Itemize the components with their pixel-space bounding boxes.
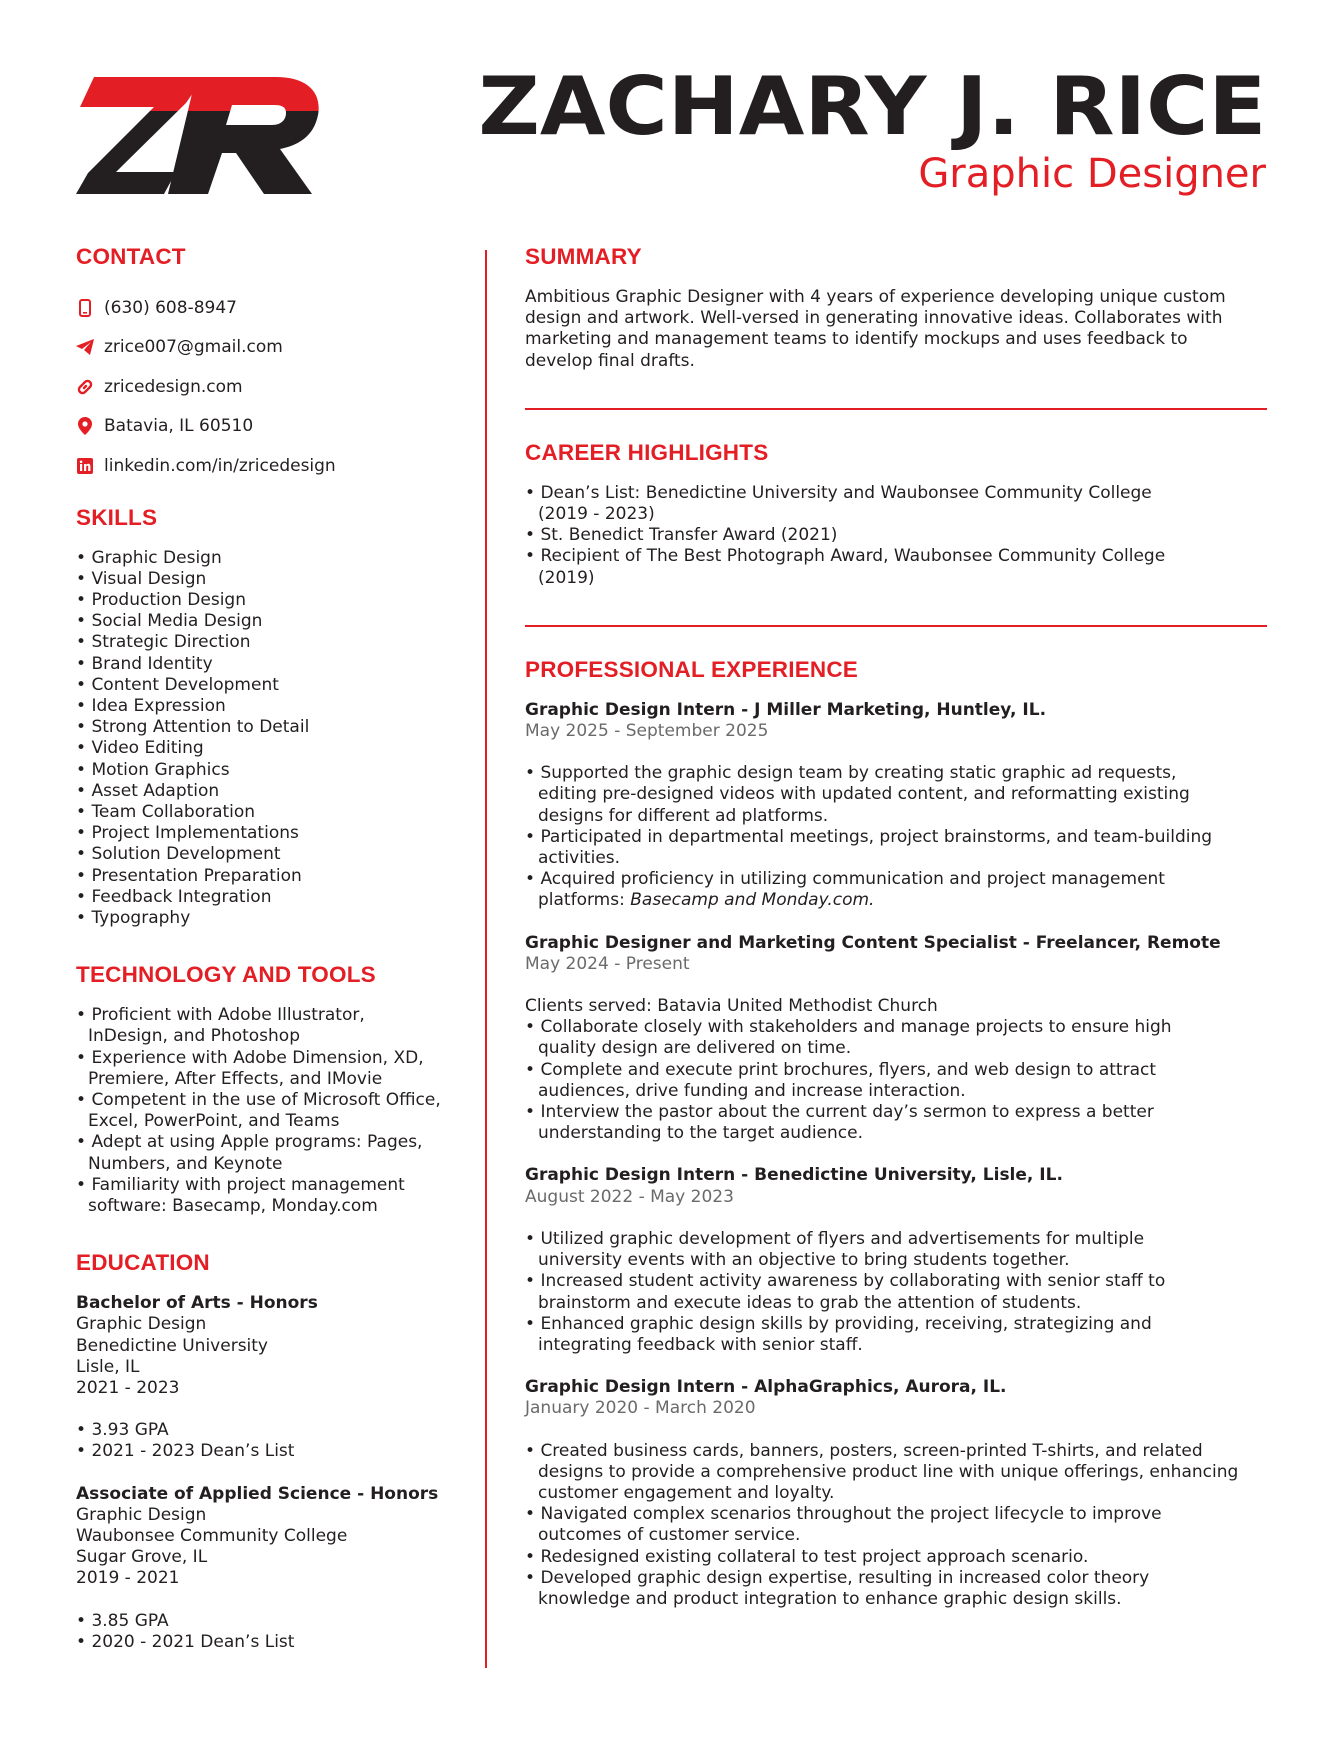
education-note: • 3.85 GPA — [76, 1611, 466, 1632]
skill-item: • Brand Identity — [76, 654, 466, 675]
highlights-heading: CAREER HIGHLIGHTS — [525, 439, 769, 465]
job-bullet: • Redesigned existing collateral to test project approach scenario. — [525, 1547, 1245, 1568]
section-divider — [525, 408, 1267, 410]
skill-item: • Solution Development — [76, 844, 466, 865]
job-title-line: Graphic Design Intern - J Miller Marketing, Huntley, IL. — [525, 699, 1047, 720]
section-divider — [525, 625, 1267, 627]
contact-phone[interactable] — [76, 288, 466, 328]
degree: Bachelor of Arts - Honors — [76, 1293, 318, 1314]
job-intro: Clients served: Batavia United Methodist Church — [525, 996, 938, 1017]
job-title: Graphic Designer — [918, 151, 1266, 197]
job-bullet-text: Acquired proficiency in utilizing communication and project management platforms: — [538, 869, 1165, 911]
summary-heading: SUMMARY — [525, 244, 642, 269]
job-entry — [525, 1377, 1267, 1610]
tool-item: • Experience with Adobe Dimension, XD, Premiere, After Effects, and IMovie — [76, 1048, 446, 1090]
skill-item: • Visual Design — [76, 569, 466, 590]
job-bullet: • Created business cards, banners, posters, screen-printed T-shirts, and related designs to provide a comprehensive product line with unique offerings, enhancing customer engagement and loyalty. — [525, 1441, 1245, 1505]
tool-item: • Competent in the use of Microsoft Office, Excel, PowerPoint, and Teams — [76, 1090, 446, 1132]
skill-item: • Idea Expression — [76, 696, 466, 717]
tool-item: • Proficient with Adobe Illustrator, InDesign, and Photoshop — [76, 1005, 446, 1047]
summary-text: Ambitious Graphic Designer with 4 years of experience developing unique custom design and artwork. Well-versed in generating innovative ideas. Collaborates with marketing and management teams to identify mockups and uses feedback to develop final drafts. — [525, 287, 1226, 371]
education-heading: EDUCATION — [76, 1250, 210, 1276]
education-note: • 2020 - 2021 Dean’s List — [76, 1632, 466, 1653]
highlights-list — [525, 483, 1205, 589]
job-bullet: • Participated in departmental meetings, project brainstorms, and team-building activities. — [525, 827, 1225, 869]
job-entry — [525, 1165, 1267, 1356]
job-bullet: • Enhanced graphic design skills by providing, receiving, strategizing and integrating feedback with senior staff. — [525, 1314, 1205, 1356]
skill-item: • Asset Adaption — [76, 781, 466, 802]
skill-item: • Graphic Design — [76, 548, 466, 569]
job-dates: January 2020 - March 2020 — [525, 1398, 756, 1419]
skill-item: • Video Editing — [76, 738, 466, 759]
degree: Associate of Applied Science - Honors — [76, 1483, 439, 1504]
skill-item: • Strong Attention to Detail — [76, 717, 466, 738]
skill-item: • Typography — [76, 908, 466, 929]
job-bullet: • Increased student activity awareness by collaborating with senior staff to brainstorm and execute ideas to grab the attention of students. — [525, 1271, 1205, 1313]
skill-item: • Project Implementations — [76, 823, 466, 844]
education-note: • 2021 - 2023 Dean’s List — [76, 1441, 466, 1462]
education-entry — [76, 1484, 466, 1653]
tool-item: • Familiarity with project management software: Basecamp, Monday.com — [76, 1175, 446, 1217]
field: Graphic Design — [76, 1504, 207, 1525]
job-bullet — [525, 869, 1225, 911]
contact-heading: CONTACT — [76, 244, 186, 269]
contact-email[interactable] — [76, 328, 466, 368]
job-title-line: Graphic Designer and Marketing Content Specialist - Freelancer, Remote — [525, 932, 1221, 953]
job-title-line: Graphic Design Intern - AlphaGraphics, Aurora, IL. — [525, 1377, 1007, 1398]
experience-heading: PROFESSIONAL EXPERIENCE — [525, 656, 859, 682]
highlight-item: • Dean’s List: Benedictine University and Waubonsee Community College (2019 - 2023) — [525, 483, 1205, 525]
job-bullet: • Utilized graphic development of flyers and advertisements for multiple university events with an objective to bring students together. — [525, 1229, 1205, 1271]
skill-item: • Feedback Integration — [76, 887, 466, 908]
job-dates: May 2024 - Present — [525, 953, 690, 974]
linkedin-icon — [76, 457, 94, 475]
job-bullet: • Interview the pastor about the current day’s sermon to express a better understanding to the target audience. — [525, 1102, 1205, 1144]
skill-item: • Content Development — [76, 675, 466, 696]
years: 2019 - 2021 — [76, 1568, 180, 1589]
school: Benedictine University — [76, 1335, 268, 1356]
years: 2021 - 2023 — [76, 1378, 180, 1398]
job-bullet-tools: Basecamp and Monday.com. — [630, 890, 875, 911]
field: Graphic Design — [76, 1314, 207, 1335]
tools-list — [76, 1005, 446, 1217]
job-entry — [525, 933, 1267, 1145]
location-pin-icon — [76, 417, 94, 435]
school-location: Lisle, IL — [76, 1356, 140, 1377]
send-icon — [76, 338, 94, 356]
skill-item: • Motion Graphics — [76, 760, 466, 781]
job-dates: May 2025 - September 2025 — [525, 721, 769, 742]
skill-item: • Presentation Preparation — [76, 866, 466, 887]
skill-item: • Team Collaboration — [76, 802, 466, 823]
link-icon — [76, 378, 94, 396]
education-note: • 3.93 GPA — [76, 1420, 466, 1441]
highlight-item: • St. Benedict Transfer Award (2021) — [525, 525, 1205, 546]
zr-logo — [76, 77, 322, 194]
tools-heading: TECHNOLOGY AND TOOLS — [76, 962, 376, 988]
job-title-line: Graphic Design Intern - Benedictine University, Lisle, IL. — [525, 1165, 1063, 1186]
contact-linkedin[interactable] — [76, 446, 466, 486]
contact-linkedin-text: linkedin.com/in/zricedesign — [104, 455, 336, 476]
candidate-name: ZACHARY J. RICE — [478, 60, 1266, 153]
column-divider — [485, 250, 487, 1668]
contact-phone-text: (630) 608-8947 — [104, 297, 237, 318]
contact-list — [76, 288, 466, 486]
left-column — [76, 240, 466, 1653]
contact-email-text: zrice007@gmail.com — [104, 337, 283, 358]
skills-list — [76, 548, 466, 930]
phone-icon — [76, 299, 94, 317]
job-bullet: • Supported the graphic design team by creating static graphic ad requests, editing pre-designed videos with updated content, and reformatting existing designs for different ad platforms. — [525, 763, 1225, 827]
education-entry — [76, 1293, 466, 1462]
right-column — [525, 240, 1267, 1610]
job-bullet: • Complete and execute print brochures, flyers, and web design to attract audiences, drive funding and increase interaction. — [525, 1060, 1205, 1102]
highlight-item: • Recipient of The Best Photograph Award, Waubonsee Community College (2019) — [525, 546, 1205, 588]
contact-website[interactable] — [76, 367, 466, 407]
contact-location — [76, 407, 466, 447]
job-bullet: • Collaborate closely with stakeholders and manage projects to ensure high quality design are delivered on time. — [525, 1017, 1205, 1059]
skill-item: • Strategic Direction — [76, 632, 466, 653]
skills-heading: SKILLS — [76, 504, 158, 530]
job-bullet: • Developed graphic design expertise, resulting in increased color theory knowledge and product integration to enhance graphic design skills. — [525, 1568, 1245, 1610]
tool-item: • Adept at using Apple programs: Pages, Numbers, and Keynote — [76, 1132, 446, 1174]
school-location: Sugar Grove, IL — [76, 1547, 208, 1568]
job-entry — [525, 700, 1225, 912]
skill-item: • Social Media Design — [76, 611, 466, 632]
contact-website-text: zricedesign.com — [104, 376, 243, 397]
job-bullet: • Navigated complex scenarios throughout the project lifecycle to improve outcomes of customer service. — [525, 1504, 1245, 1546]
contact-location-text: Batavia, IL 60510 — [104, 416, 254, 437]
job-dates: August 2022 - May 2023 — [525, 1186, 734, 1207]
school: Waubonsee Community College — [76, 1526, 348, 1547]
skill-item: • Production Design — [76, 590, 466, 611]
